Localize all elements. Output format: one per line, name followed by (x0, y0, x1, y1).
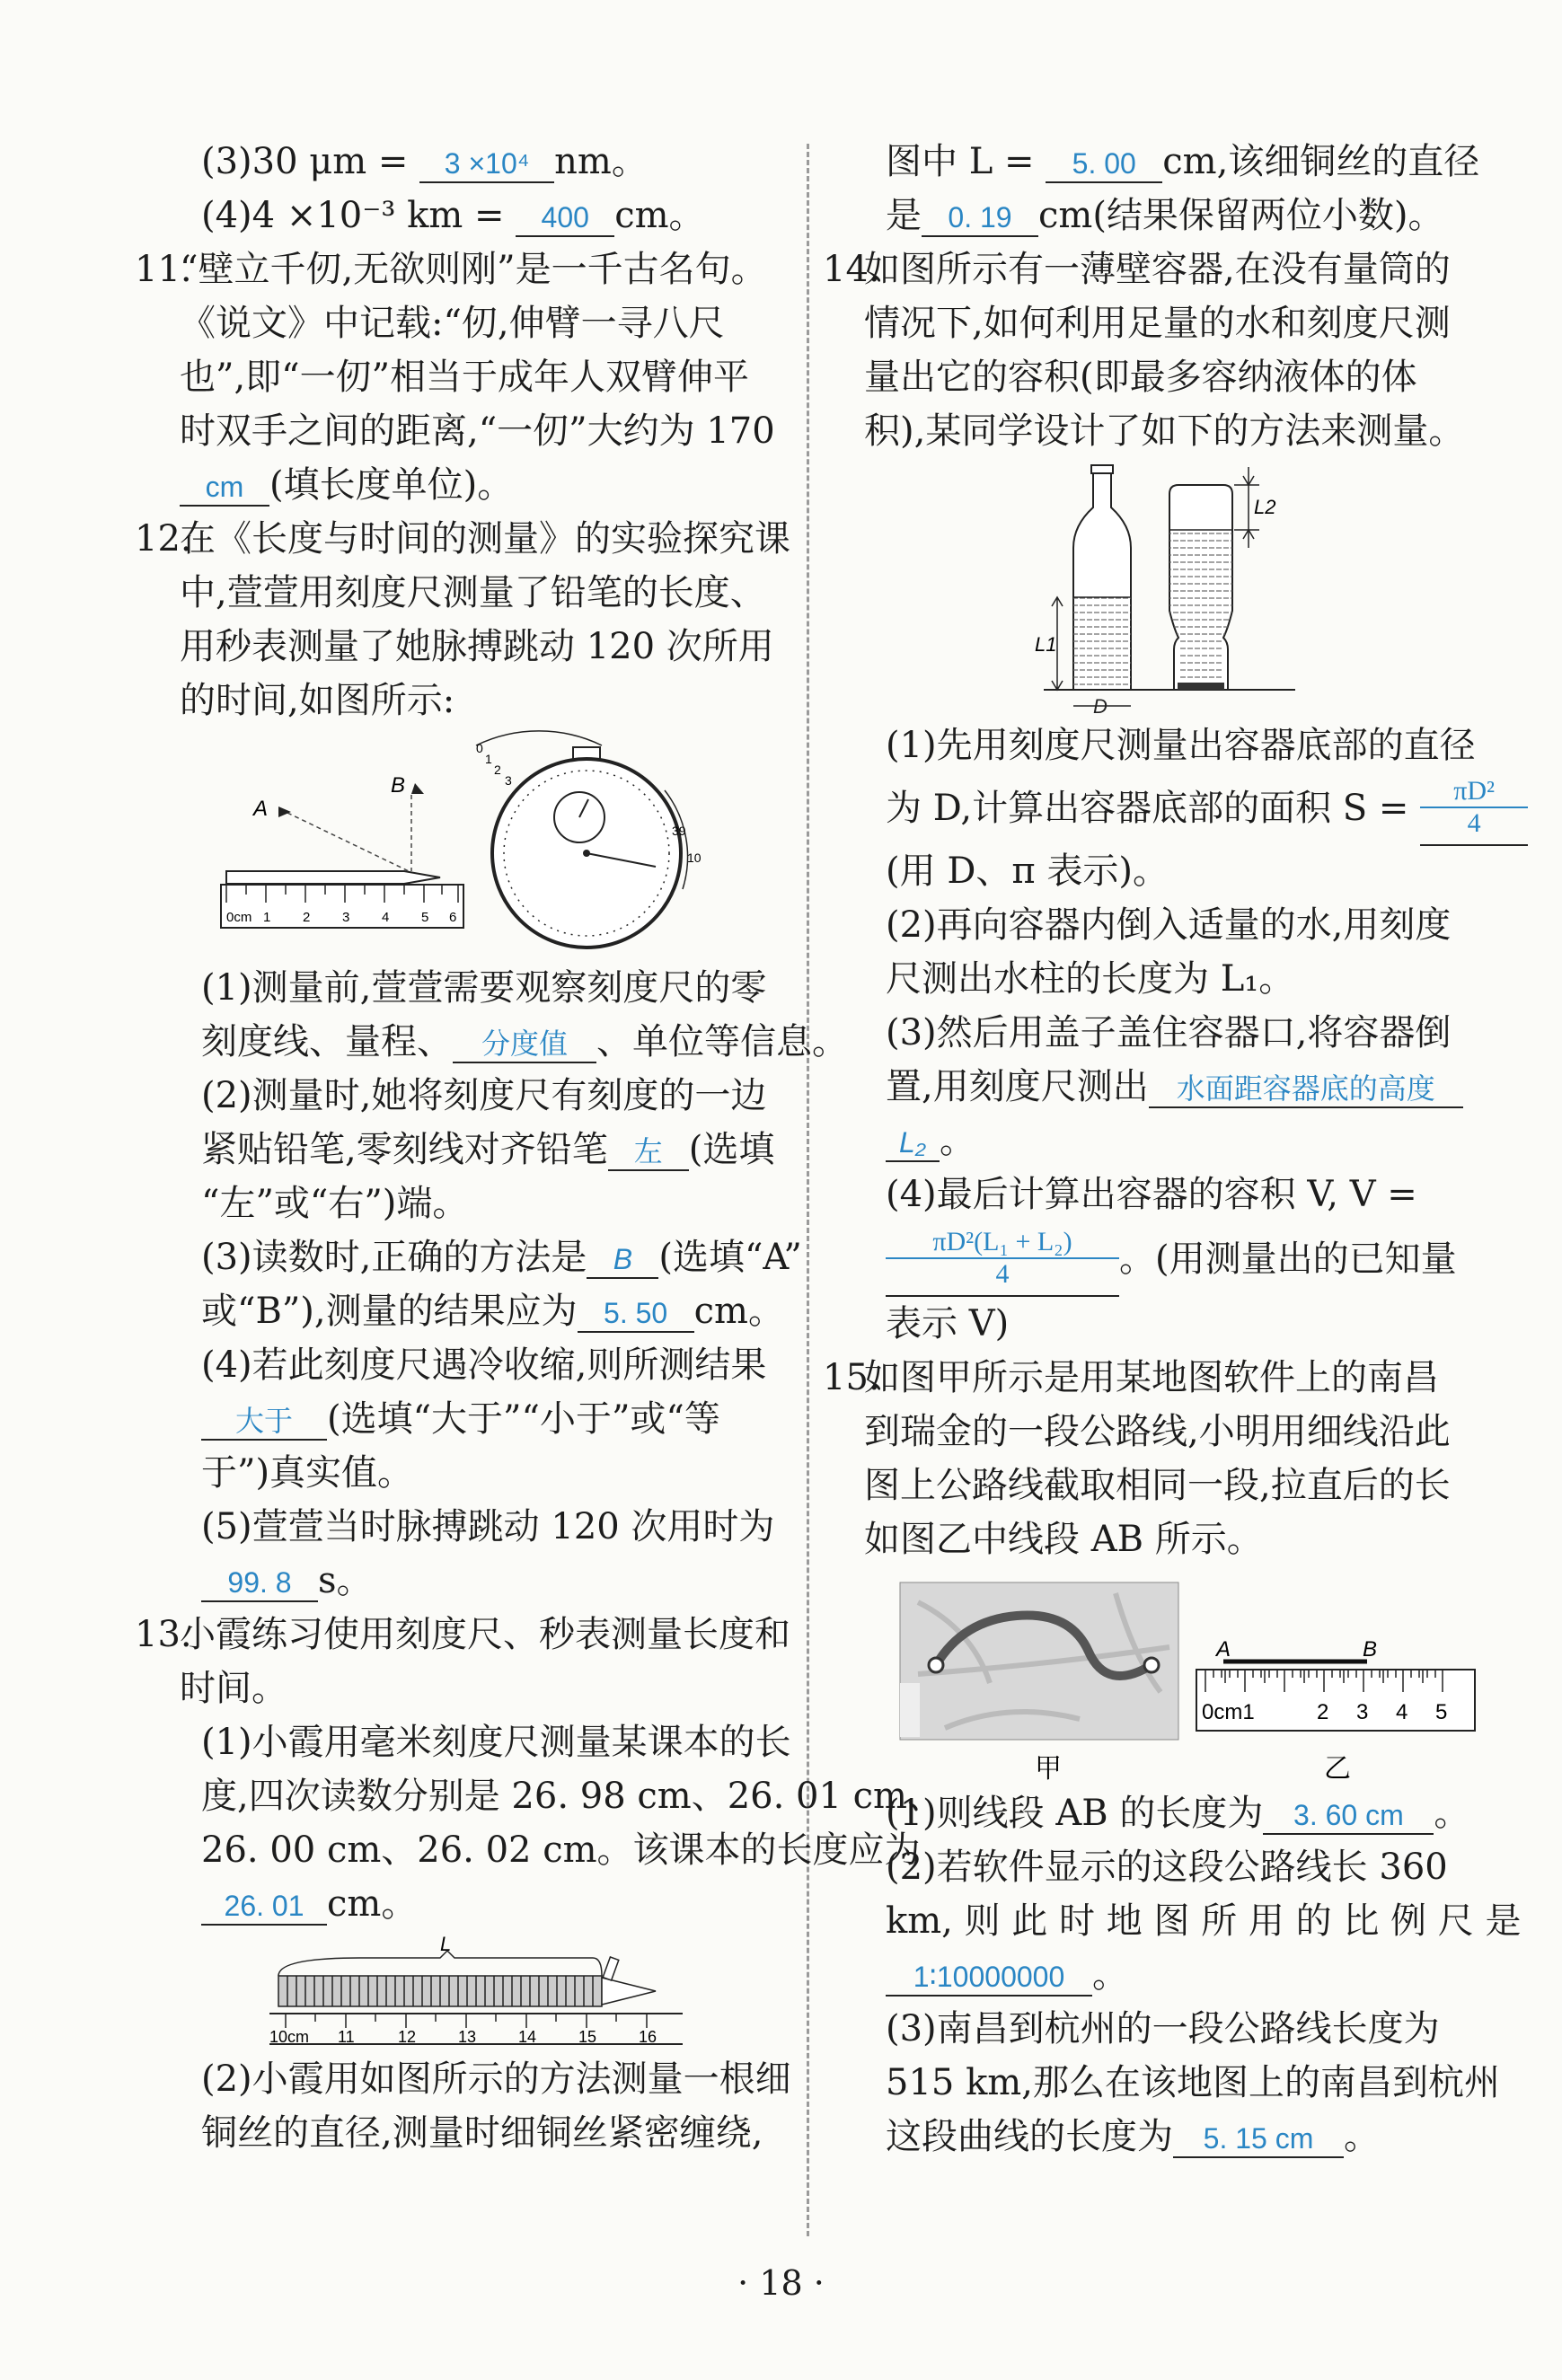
answer-blank[interactable]: cm (180, 469, 269, 507)
answer-blank[interactable]: 大于 (201, 1403, 327, 1441)
label-a: A (253, 797, 269, 821)
right-column: 图中 L = 5. 00 cm,该细铜丝的直径 是 0. 19 cm(结果保留两位小数)。 14. 如图所示有一薄壁容器,在没有量筒的 情况下,如何利用足量的水和刻度尺测 量出它的容积(即最多容纳液体的体 积),某同学设计了如下的方法来测量。 L1 D L2 (1)先用刻度尺测量出容器底部的直径 为 D,计算出容器底部的面积 S = $\frac{\text{πD²}}{4}$ (用 D、π 表示)。 (2)再向容器内倒入适量的水,用刻度 尺测出水柱的长度为 L₁。 (3)然后用盖子盖住容器口,将容器倒 置,用刻度尺测出 水面距容器底的高度 L₂ 。 (4)最后计算出容器的容积 V, V = $\frac{\text{πD²(L₁ + L₂)}}{4}$ 。(用测量出的已知量 表示 V) 15. 如图甲所示是用某地图软件上的南昌 到瑞金的一段公路线,小明用细线沿此 图上公路线截取相同一段,拉直后的长 如图乙中线段 AB 所示。 甲 A B 0cm1 2 3 4 5 乙 (1)则线段 AB 的长度为 3. 60 cm 。 (2)若软件显示的这段公路线长 360 km, 则 此 时 地 图 所 用 的 比 例 尺 是 1∶10000000 。 (3)南昌到杭州的一段公路线长度为 515 km,那么在该地图上的南昌到杭州 这段曲线的长度为 5. 15 cm 。 (864, 135, 1484, 2164)
question-11: 11. “壁立千仞,无欲则刚”是一千古名句。 《说文》中记载:“仞,伸臂一寻八尺 也”,即“一仞”相当于成年人双臂伸平 时双手之间的距离,“一仞”大约为 170 cm (填长度单位)。 (180, 242, 799, 512)
ruler-tick-label: 4 (1396, 1700, 1408, 1724)
ruler-tick-label: 2 (303, 910, 311, 925)
watch-mark: 10 (687, 851, 702, 865)
ruler-tick-label: 11 (338, 2028, 355, 2046)
answer-blank[interactable]: 400 (516, 199, 614, 237)
dial-mark: 1 (485, 752, 492, 766)
dial-mark: 0 (476, 741, 483, 755)
label-b: B (1363, 1637, 1378, 1662)
ruler-tick-label: 16 (639, 2028, 657, 2046)
answer-fraction[interactable]: $\frac{\text{πD²}}{4}$ (1420, 776, 1528, 846)
answer-blank[interactable]: 5. 15 cm (1173, 2120, 1344, 2158)
sight-line-a (287, 813, 409, 871)
page-number: · 18 · (737, 2263, 825, 2303)
answer-blank[interactable]: L₂ (886, 1124, 940, 1162)
question-number: 13. (135, 1614, 192, 1655)
answer-blank[interactable]: 99. 8 (201, 1565, 318, 1602)
caption-yi: 乙 (1324, 1754, 1351, 1784)
caption-jia: 甲 (1035, 1754, 1062, 1784)
answer-blank[interactable]: B (587, 1241, 658, 1279)
dial-mark: 2 (494, 762, 501, 777)
label-a: A (1216, 1637, 1231, 1662)
question-number: 11. (135, 249, 192, 290)
label-l2: L2 (1254, 496, 1276, 518)
ruler-tick-label: 3 (342, 910, 350, 925)
copper-wire-figure (180, 1931, 799, 2052)
question-13: 13. 小霞练习使用刻度尺、秒表测量长度和 时间。 (1)小霞用毫米刻度尺测量某课本的长 度,四次读数分别是 26. 98 cm、26. 01 cm、 26. 00 cm、26. 02 cm。该课本的长度应为 26. 01 cm。 L 10cm 11 12 13 14 15 16 (2)小霞用如图所示的方法测量一根细 铜丝的直径,测量时细铜丝紧密缠绕, (180, 1608, 799, 2160)
eye-a-icon (278, 807, 291, 817)
ruler-tick-label: 15 (578, 2028, 597, 2046)
question-15: 15. 如图甲所示是用某地图软件上的南昌 到瑞金的一段公路线,小明用细线沿此 图上公路线截取相同一段,拉直后的长 如图乙中线段 AB 所示。 甲 A B 0cm1 2 3 4 5 乙 (1)则线段 AB 的长度为 3. 60 cm 。 (2)若软件显示的这段公路线长 360 km, 则 此 时 地 图 所 用 的 比 例 尺 是 1∶10000000 。 (3)南昌到杭州的一段公路线长度为 515 km,那么在该地图上的南昌到杭州 这段曲线的长度为 5. 15 cm 。 (864, 1351, 1484, 2164)
ruler-tick-label: 14 (518, 2028, 537, 2046)
answer-blank[interactable]: 0. 19 (922, 199, 1038, 237)
ruler-tick-label: 2 (1317, 1700, 1329, 1724)
ruler-tick-label: 3 (1356, 1700, 1369, 1724)
answer-blank[interactable]: 1∶10000000 (886, 1959, 1092, 1997)
stopwatch (476, 731, 702, 948)
answer-blank[interactable]: 5. 50 (578, 1295, 694, 1333)
q13-continued: 图中 L = 5. 00 cm,该细铜丝的直径 (886, 141, 1480, 182)
answer-blank[interactable]: 3 ×10⁴ (419, 145, 554, 183)
pencil-stopwatch-figure (180, 727, 799, 961)
label-l: L (440, 1933, 452, 1955)
water-column (1073, 597, 1131, 690)
ruler-tick-label: 13 (458, 2028, 477, 2046)
ruler-tick-label: 12 (398, 2028, 417, 2046)
label-d: D (1093, 695, 1108, 718)
q10-3: (3)30 μm = 3 ×10⁴ nm。 (201, 141, 648, 182)
answer-blank[interactable]: 水面距容器底的高度 (1149, 1071, 1463, 1108)
answer-blank[interactable]: 分度值 (453, 1026, 596, 1063)
answer-fraction[interactable]: $\frac{\text{πD²(L₁ + L₂)}}{4}$ (886, 1227, 1119, 1297)
answer-blank[interactable]: 左 (608, 1133, 689, 1171)
ruler-tick-label: 0cm (226, 910, 252, 925)
label-b: B (391, 773, 406, 798)
ruler-tick-label: 0cm1 (1202, 1700, 1255, 1724)
question-number: 12. (135, 518, 192, 560)
answer-blank[interactable]: 5. 00 (1046, 145, 1162, 183)
question-12: 12. 在《长度与时间的测量》的实验探究课 中,萱萱用刻度尺测量了铅笔的长度、 用秒表测量了她脉搏跳动 120 次所用 的时间,如图所示: 0cm 1 2 3 4 5 6 A B 0 1 2 3 39 10 (1)测量前,萱萱需要观察刻度尺的零 刻度线、量程、 分度值 、单位等信息。 (2)测量时,她将刻度尺有刻度的一边 紧贴铅笔,零刻线对齐铅笔 左 (选填 “左”或“右”)端。 (3)读数时,正确的方法是 B (选填“A” 或“B”),测量的结果应为 5. 50 cm。 (4)若此刻度尺遇冷收缩,则所测结果 大于 (选填“大于”“小于”或“等 于”)真实值。 (5)萱萱当时脉搏跳动 120 次用时为 99. 8 s。 (180, 512, 799, 1608)
question-14: 14. 如图所示有一薄壁容器,在没有量筒的 情况下,如何利用足量的水和刻度尺测 量出它的容积(即最多容纳液体的体 积),某同学设计了如下的方法来测量。 L1 D L2 (1)先用刻度尺测量出容器底部的直径 为 D,计算出容器底部的面积 S = $\frac{\text{πD²}}{4}$ (用 D、π 表示)。 (2)再向容器内倒入适量的水,用刻度 尺测出水柱的长度为 L₁。 (3)然后用盖子盖住容器口,将容器倒 置,用刻度尺测出 水面距容器底的高度 L₂ 。 (4)最后计算出容器的容积 V, V = $\frac{\text{πD²(L₁ + L₂)}}{4}$ 。(用测量出的已知量 表示 V) (864, 242, 1484, 1351)
eye-b-icon (411, 783, 424, 794)
watch-mark: 39 (672, 824, 686, 838)
question-number: 15. (823, 1357, 880, 1398)
dial-mark: 3 (505, 773, 512, 788)
ruler-tick-label: 5 (1435, 1700, 1448, 1724)
ruler-tick-label: 1 (263, 910, 271, 925)
label-l1: L1 (1035, 633, 1057, 656)
ruler-tick-label: 5 (421, 910, 429, 925)
pencil-tip (602, 1978, 656, 2005)
column-divider (807, 144, 809, 2236)
bottle-figure (864, 458, 1484, 718)
ruler-tick-label: 6 (449, 910, 457, 925)
ruler-tick-label: 10cm (269, 2028, 310, 2046)
answer-blank[interactable]: 3. 60 cm (1263, 1797, 1434, 1835)
ruler-tick-label: 4 (382, 910, 390, 925)
answer-blank[interactable]: 26. 01 (201, 1888, 327, 1926)
pencil (226, 871, 440, 884)
q10-4: (4)4 ×10⁻³ km = 400 cm。 (201, 195, 705, 236)
map-ruler-figure (864, 1566, 1484, 1786)
question-number: 14. (823, 249, 880, 290)
